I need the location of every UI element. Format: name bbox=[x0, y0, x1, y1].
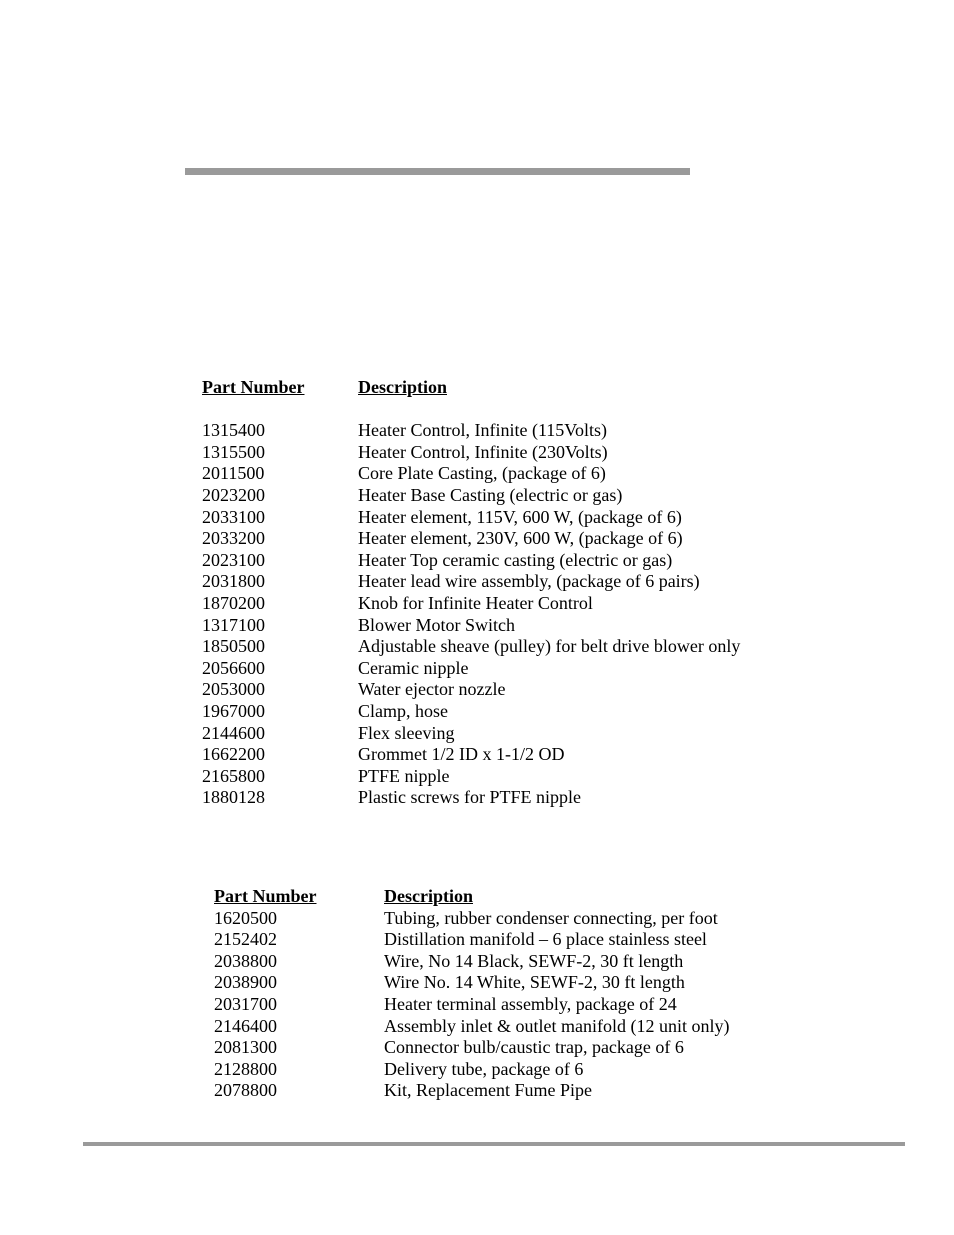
part-number-cell: 2152402 bbox=[214, 929, 277, 950]
description-cell: Blower Motor Switch bbox=[358, 614, 515, 635]
part-number-cell: 1967000 bbox=[202, 700, 265, 721]
part-number-cell: 1620500 bbox=[214, 907, 277, 928]
description-cell: Assembly inlet & outlet manifold (12 unit only) bbox=[384, 1015, 730, 1036]
description-cell: Flex sleeving bbox=[358, 722, 455, 743]
description-cell: Delivery tube, package of 6 bbox=[384, 1058, 584, 1079]
part-number-cell: 2038800 bbox=[214, 950, 277, 971]
description-cell: Water ejector nozzle bbox=[358, 679, 506, 700]
description-cell: Kit, Replacement Fume Pipe bbox=[384, 1080, 592, 1101]
description-cell: Core Plate Casting, (package of 6) bbox=[358, 463, 606, 484]
description-cell: Connector bulb/caustic trap, package of 6 bbox=[384, 1037, 684, 1058]
top-divider-rule bbox=[185, 168, 690, 175]
description-cell: Distillation manifold – 6 place stainless steel bbox=[384, 929, 707, 950]
description-cell: Plastic screws for PTFE nipple bbox=[358, 787, 581, 808]
description-cell: Ceramic nipple bbox=[358, 657, 469, 678]
part-number-cell: 2023100 bbox=[202, 549, 265, 570]
part-number-cell: 2146400 bbox=[214, 1015, 277, 1036]
part-number-cell: 2033100 bbox=[202, 506, 265, 527]
description-cell: Heater lead wire assembly, (package of 6 pairs) bbox=[358, 571, 700, 592]
description-cell: Heater Top ceramic casting (electric or gas) bbox=[358, 549, 673, 570]
part-number-cell: 2128800 bbox=[214, 1058, 277, 1079]
part-number-cell: 2165800 bbox=[202, 765, 265, 786]
part-number-cell: 2031800 bbox=[202, 571, 265, 592]
description-header: Description bbox=[358, 377, 447, 397]
part-number-cell: 1870200 bbox=[202, 592, 265, 613]
description-cell: Wire No. 14 White, SEWF-2, 30 ft length bbox=[384, 972, 685, 993]
part-number-cell: 2033200 bbox=[202, 528, 265, 549]
description-cell: Heater Base Casting (electric or gas) bbox=[358, 484, 623, 505]
part-number-cell: 1662200 bbox=[202, 744, 265, 765]
part-number-cell: 1315400 bbox=[202, 420, 265, 441]
part-number-cell: 2053000 bbox=[202, 679, 265, 700]
part-number-cell: 1317100 bbox=[202, 614, 265, 635]
part-number-cell: 2056600 bbox=[202, 657, 265, 678]
part-number-cell: 2031700 bbox=[214, 993, 277, 1014]
bottom-divider-rule bbox=[83, 1142, 905, 1146]
description-cell: PTFE nipple bbox=[358, 765, 450, 786]
description-cell: Grommet 1/2 ID x 1-1/2 OD bbox=[358, 744, 565, 765]
part-number-cell: 2144600 bbox=[202, 722, 265, 743]
part-number-header: Part Number bbox=[202, 377, 305, 397]
description-cell: Heater element, 115V, 600 W, (package of 6) bbox=[358, 506, 682, 527]
description-header: Description bbox=[384, 886, 473, 906]
description-cell: Heater terminal assembly, package of 24 bbox=[384, 993, 677, 1014]
part-number-cell: 2078800 bbox=[214, 1080, 277, 1101]
part-number-cell: 2081300 bbox=[214, 1037, 277, 1058]
description-cell: Heater Control, Infinite (230Volts) bbox=[358, 441, 608, 462]
part-number-cell: 2038900 bbox=[214, 972, 277, 993]
part-number-cell: 1850500 bbox=[202, 636, 265, 657]
description-cell: Wire, No 14 Black, SEWF-2, 30 ft length bbox=[384, 950, 684, 971]
part-number-cell: 2023200 bbox=[202, 484, 265, 505]
part-number-cell: 2011500 bbox=[202, 463, 265, 484]
description-cell: Tubing, rubber condenser connecting, per foot bbox=[384, 907, 718, 928]
description-cell: Heater Control, Infinite (115Volts) bbox=[358, 420, 607, 441]
description-cell: Knob for Infinite Heater Control bbox=[358, 592, 593, 613]
description-cell: Clamp, hose bbox=[358, 700, 448, 721]
description-cell: Heater element, 230V, 600 W, (package of 6) bbox=[358, 528, 683, 549]
description-cell: Adjustable sheave (pulley) for belt drive blower only bbox=[358, 636, 741, 657]
part-number-header: Part Number bbox=[214, 886, 317, 906]
part-number-cell: 1880128 bbox=[202, 787, 265, 808]
part-number-cell: 1315500 bbox=[202, 441, 265, 462]
